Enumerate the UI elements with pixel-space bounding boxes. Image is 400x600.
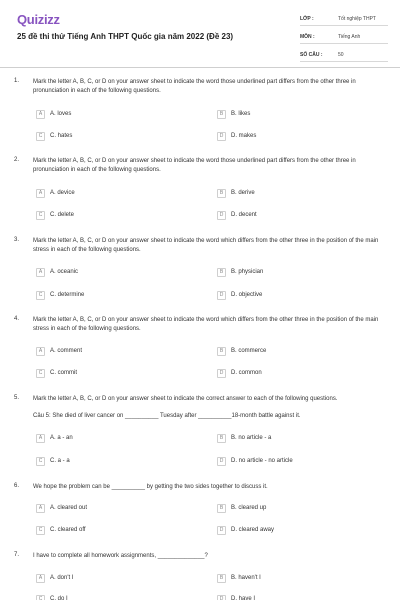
meta-row-grade (300, 13, 388, 26)
option-b[interactable] (217, 503, 266, 513)
option-letter-box: B (217, 434, 226, 443)
option-a[interactable] (36, 267, 78, 277)
option-letter-box: A (36, 574, 45, 583)
option-letter-box: A (36, 347, 45, 356)
option-letter-box: C (36, 369, 45, 378)
option-b[interactable] (217, 573, 261, 583)
meta-value: 50 (338, 52, 344, 58)
option-letter-box: B (217, 574, 226, 583)
question-text: I have to complete all homework assignments, ______________? (33, 553, 208, 559)
option-text: C. cleared off (50, 527, 86, 533)
option-letter-box: C (36, 457, 45, 466)
option-text: B. commerce (231, 348, 267, 354)
option-text: A. loves (50, 111, 72, 117)
option-letter-box: C (36, 132, 45, 141)
option-text: A. cleared out (50, 505, 88, 511)
option-letter-box: D (217, 291, 226, 300)
option-c[interactable] (36, 131, 72, 141)
option-text: B. no article - a (231, 435, 272, 441)
option-d[interactable] (217, 210, 257, 220)
option-text: D. common (231, 370, 262, 376)
option-text: B. cleared up (231, 505, 267, 511)
option-text: C. a - a (50, 458, 70, 464)
option-d[interactable] (217, 368, 262, 378)
option-letter-box: A (36, 268, 45, 277)
header-divider (0, 67, 400, 68)
option-text: C. do I (50, 596, 68, 600)
option-c[interactable] (36, 594, 68, 600)
option-letter-box: D (217, 526, 226, 535)
option-text: C. commit (50, 370, 77, 376)
option-letter-box: A (36, 504, 45, 513)
option-text: C. delete (50, 212, 75, 218)
question-text: Mark the letter A, B, C, or D on your answer sheet to indicate the word those underlined part differs from the other three in pronunciation in each of the following questions. (33, 158, 356, 173)
option-letter-box: B (217, 110, 226, 119)
option-letter-box: D (217, 595, 226, 600)
question-text: Mark the letter A, B, C, or D on your answer sheet to indicate the word those underlined part differs from the other three in pronunciation in each of the following questions. (33, 79, 356, 94)
option-letter-box: D (217, 211, 226, 220)
meta-value: Tiếng Anh (338, 34, 361, 40)
option-d[interactable] (217, 290, 262, 300)
question-number: 2. (14, 157, 20, 163)
option-letter-box: B (217, 504, 226, 513)
option-text: C. determine (50, 292, 85, 298)
option-d[interactable] (217, 456, 293, 466)
question-number: 7. (14, 552, 20, 558)
option-letter-box: B (217, 189, 226, 198)
option-text: D. objective (231, 292, 263, 298)
option-text: A. comment (50, 348, 83, 354)
option-b[interactable] (217, 267, 263, 277)
option-a[interactable] (36, 433, 73, 443)
question-text: Mark the letter A, B, C, or D on your answer sheet to indicate the word which differs from the other three in the position of the main stress in each of the following questions. (33, 238, 379, 253)
option-a[interactable] (36, 573, 74, 583)
option-letter-box: A (36, 110, 45, 119)
question-prompt: Câu 5: She died of liver cancer on __________ Tuesday after __________18-month battle against it. (33, 413, 301, 419)
option-d[interactable] (217, 525, 274, 535)
option-letter-box: B (217, 347, 226, 356)
option-text: B. haven't I (231, 575, 261, 581)
option-a[interactable] (36, 503, 87, 513)
question-number: 3. (14, 237, 20, 243)
question-number: 1. (14, 78, 20, 84)
option-b[interactable] (217, 188, 255, 198)
option-text: B. derive (231, 190, 255, 196)
option-d[interactable] (217, 594, 255, 600)
meta-label: SỐ CÂU : (300, 52, 323, 58)
option-letter-box: C (36, 211, 45, 220)
option-b[interactable] (217, 109, 250, 119)
option-c[interactable] (36, 368, 77, 378)
option-c[interactable] (36, 290, 84, 300)
question-number: 6. (14, 483, 20, 489)
option-letter-box: D (217, 457, 226, 466)
option-a[interactable] (36, 109, 71, 119)
meta-value: Tốt nghiệp THPT (338, 16, 376, 22)
option-letter-box: D (217, 132, 226, 141)
worksheet-meta (300, 13, 388, 67)
option-text: D. makes (231, 133, 257, 139)
option-letter-box: A (36, 189, 45, 198)
page-title: 25 đề thi thử Tiếng Anh THPT Quốc gia năm 2022 (Đề 23) (17, 32, 234, 41)
question-number: 5. (14, 395, 20, 401)
worksheet-header (0, 0, 400, 66)
option-letter-box: D (217, 369, 226, 378)
option-text: C. hates (50, 133, 73, 139)
option-b[interactable] (217, 346, 266, 356)
question-number: 4. (14, 316, 20, 322)
option-letter-box: B (217, 268, 226, 277)
meta-row-count (300, 49, 388, 62)
meta-row-subject (300, 31, 388, 44)
quizizz-logo: Quizizz (17, 12, 60, 27)
question-text: Mark the letter A, B, C, or D on your answer sheet to indicate the word which differs from the other three in the position of the main stress in each of the following questions. (33, 317, 379, 332)
option-text: B. likes (231, 111, 251, 117)
question-text: Mark the letter A, B, C, or D on your answer sheet to indicate the correct answer to each of the following questions. (33, 396, 338, 402)
question-text: We hope the problem can be __________ by getting the two sides together to discuss it. (33, 484, 268, 490)
option-text: D. no article - no article (231, 458, 293, 464)
option-text: B. physician (231, 269, 264, 275)
option-c[interactable] (36, 456, 70, 466)
option-b[interactable] (217, 433, 271, 443)
option-letter-box: C (36, 526, 45, 535)
option-a[interactable] (36, 346, 82, 356)
meta-label: LỚP : (300, 16, 314, 22)
option-c[interactable] (36, 525, 86, 535)
option-text: D. cleared away (231, 527, 275, 533)
option-letter-box: C (36, 291, 45, 300)
meta-label: MÔN : (300, 34, 315, 40)
option-text: A. oceanic (50, 269, 79, 275)
option-text: A. a - an (50, 435, 73, 441)
option-letter-box: C (36, 595, 45, 600)
option-text: D. have I (231, 596, 256, 600)
option-text: A. don't I (50, 575, 74, 581)
option-letter-box: A (36, 434, 45, 443)
option-text: A. device (50, 190, 75, 196)
option-d[interactable] (217, 131, 256, 141)
option-c[interactable] (36, 210, 74, 220)
option-text: D. decent (231, 212, 257, 218)
option-a[interactable] (36, 188, 75, 198)
